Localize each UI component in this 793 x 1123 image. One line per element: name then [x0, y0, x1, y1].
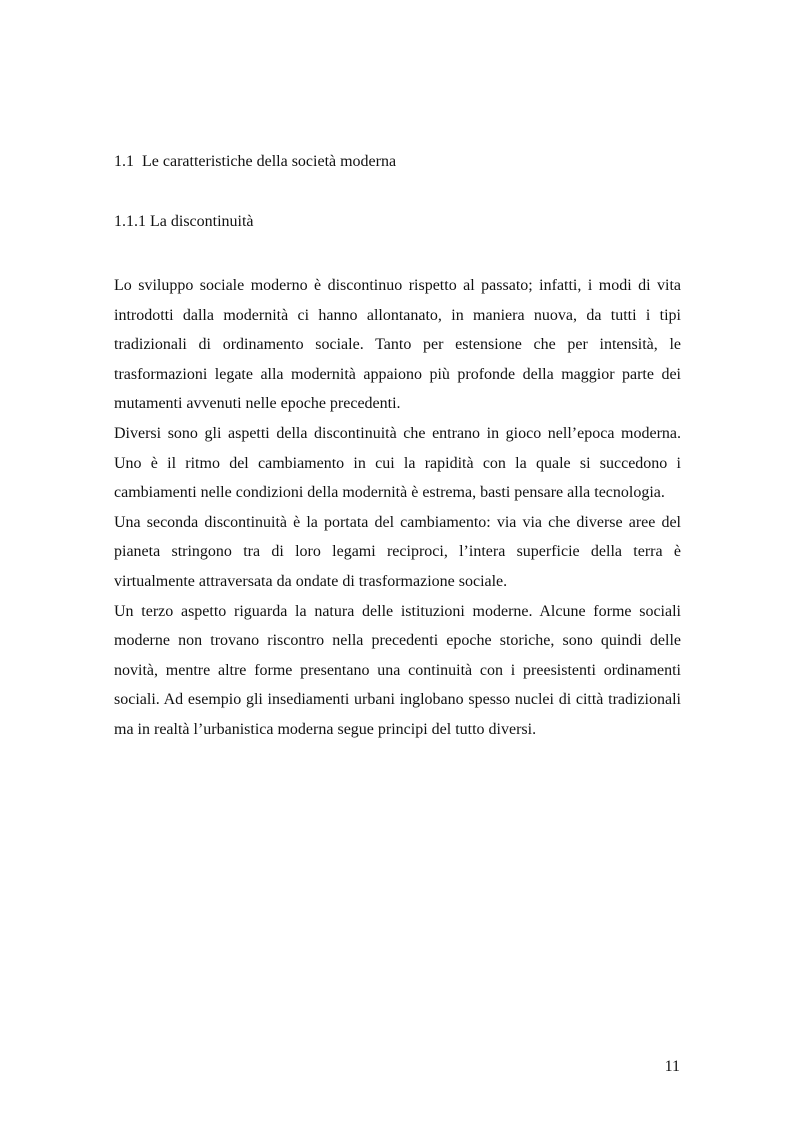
paragraph-3: Una seconda discontinuità è la portata del cambiamento: via via che diverse aree del pianeta stringono tra di loro legami reciproci, l’intera superficie della terra è virtualmente attraversata da ondate di trasformazione sociale. [114, 513, 681, 590]
paragraph-4: Un terzo aspetto riguarda la natura delle istituzioni moderne. Alcune forme sociali moderne non trovano riscontro nella precedenti epoche storiche, sono quindi delle novità, mentre altre forme presentano una continuità con i preesistenti ordinamenti sociali. Ad esempio gli insediamenti urbani inglobano spesso nuclei di città tradizionali ma in realtà l’urbanistica moderna segue principi del tutto diversi. [114, 602, 681, 738]
body-text [114, 271, 681, 745]
subsection-title: 1.1.1 La discontinuità [114, 213, 254, 230]
page-number: 11 [664, 1058, 680, 1075]
paragraph-1: Lo sviluppo sociale moderno è discontinuo rispetto al passato; infatti, i modi di vita introdotti dalla modernità ci hanno allontanato, in maniera nuova, da tutti i tipi tradizionali di ordinamento sociale. Tanto per estensione che per intensità, le trasformazioni legate alla modernità appaiono più profonde della maggior parte dei mutamenti avvenuti nelle epoche precedenti. [114, 277, 681, 413]
section-title: 1.1 Le caratteristiche della società moderna [114, 153, 397, 170]
paragraph-2: Diversi sono gli aspetti della discontinuità che entrano in gioco nell’epoca moderna. Uno è il ritmo del cambiamento in cui la rapidità con la quale si succedono i cambiamenti nelle condizioni della modernità è estrema, basti pensare alla tecnologia. [114, 424, 681, 502]
